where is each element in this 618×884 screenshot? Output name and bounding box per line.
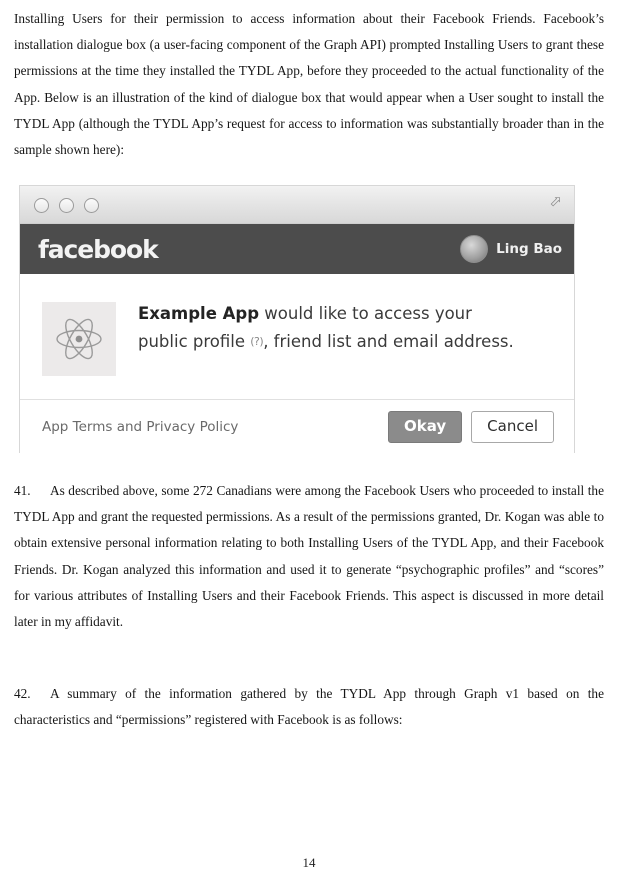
close-window-icon[interactable] — [34, 198, 49, 213]
permission-line2-b: , friend list and email address. — [263, 332, 514, 351]
app-terms-and-privacy-link[interactable]: App Terms and Privacy Policy — [42, 419, 239, 435]
dialog-titlebar — [20, 186, 574, 224]
permission-line1: would like to access your — [259, 304, 472, 323]
facebook-header-bar — [20, 224, 574, 274]
page-number: 14 — [302, 855, 316, 870]
dialog-content — [20, 274, 574, 399]
paragraph-top-text: Installing Users for their permission to access information about their Facebook Friends. Facebook’s installation dialogue box (a user-facing component of the Graph API) prompted Installing Users to grant these permissions at the time they installed the TYDL App, before they proceeded to the actual functionality of the App. Below is an illustration of the kind of dialogue box that would appear when a User sought to install the TYDL App (although the TYDL App’s request for access to information was substantially broader than in the sample shown here): — [14, 11, 604, 158]
app-name: Example App — [138, 304, 260, 323]
paragraph-41-number: 41. — [14, 483, 31, 498]
permission-line2-a: public profile — [138, 332, 251, 351]
dialog-footer — [20, 399, 574, 454]
paragraph-42 — [14, 681, 604, 733]
window-controls — [34, 198, 99, 213]
cancel-button[interactable]: Cancel — [471, 411, 554, 443]
facebook-permission-dialog-figure — [19, 185, 575, 453]
zoom-window-icon[interactable] — [84, 198, 99, 213]
dialog-window — [19, 185, 575, 453]
atom-app-icon — [42, 302, 116, 376]
help-question-icon[interactable]: (?) — [250, 335, 264, 348]
paragraph-41 — [14, 478, 604, 635]
dialog-buttons — [388, 411, 554, 443]
resize-corner-icon[interactable]: ⬀ — [549, 194, 562, 210]
paragraph-42-text: A summary of the information gathered by the TYDL App through Graph v1 based on the characteristics and “permissions” registered with Facebook is as follows: — [14, 686, 604, 728]
user-avatar-icon — [460, 235, 488, 263]
okay-button[interactable]: Okay — [388, 411, 462, 443]
minimize-window-icon[interactable] — [59, 198, 74, 213]
paragraph-top — [14, 6, 604, 163]
paragraph-41-text: As described above, some 272 Canadians were among the Facebook Users who proceeded to install the TYDL App and grant the requested permissions. As a result of the permissions granted, Dr. Kogan was able to obtain extensive personal information relating to both Installing Users of the TYDL App, and their Facebook Friends. Dr. Kogan analyzed this information and used it to generate “psychographic profiles” and “scores” for various attributes of Installing Users and their Facebook Friends. This aspect is discussed in more detail later in my affidavit. — [14, 483, 604, 630]
account-name: Ling Bao — [496, 241, 562, 257]
facebook-logo: facebook — [38, 234, 158, 264]
account-chip[interactable] — [460, 235, 562, 263]
permission-request-text — [138, 300, 514, 356]
paragraph-42-number: 42. — [14, 686, 31, 701]
